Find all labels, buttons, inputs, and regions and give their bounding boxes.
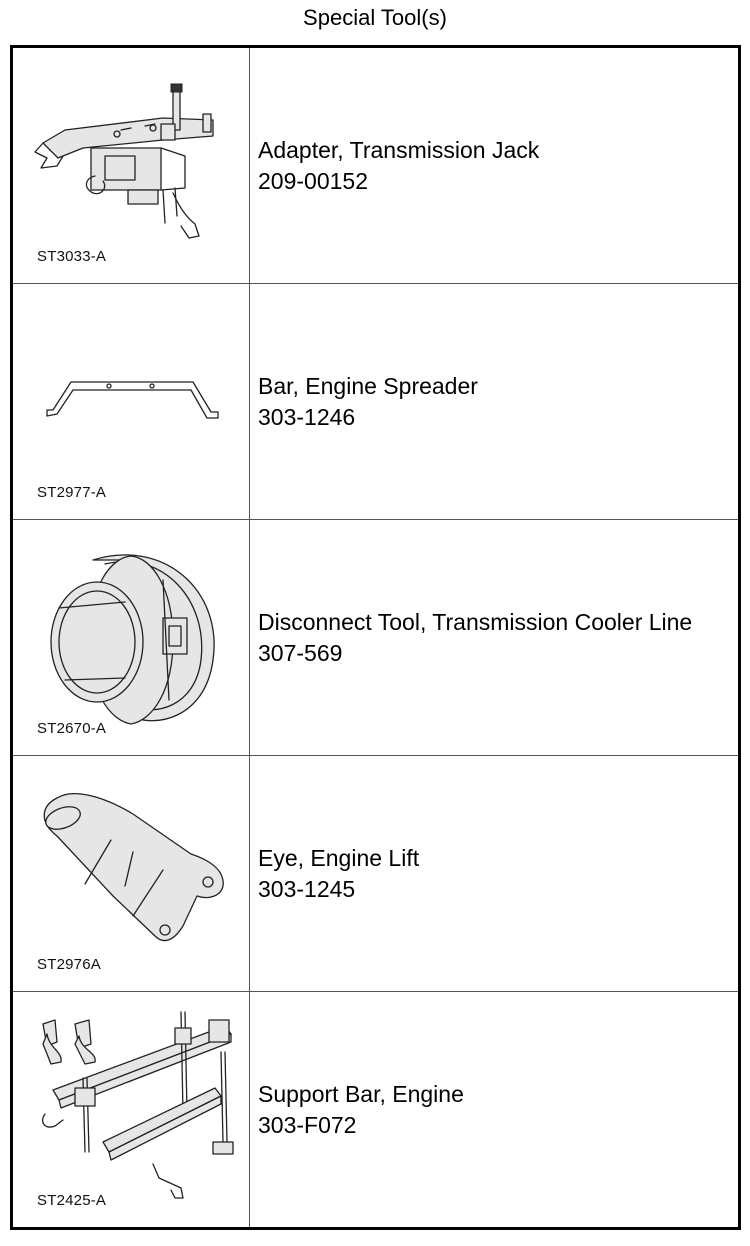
tool-description-cell [250, 756, 740, 992]
tool-illustration-cell [12, 284, 250, 520]
table-row [12, 284, 740, 520]
tool-number: 307-569 [258, 639, 343, 666]
tool-description-cell [250, 992, 740, 1229]
tool-illustration-cell [12, 520, 250, 756]
tool-number: 303-F072 [258, 1111, 357, 1138]
table-row [12, 756, 740, 992]
tool-description-cell [250, 520, 740, 756]
table-row [12, 520, 740, 756]
tool-code-label: ST3033-A [37, 248, 107, 265]
tool-number: 303-1246 [258, 403, 356, 430]
tool-illustration-cell [12, 992, 250, 1229]
tool-code-label: ST2976A [37, 956, 101, 973]
tool-description-cell [250, 47, 740, 284]
tool-name: Eye, Engine Lift [258, 844, 420, 871]
tool-description-cell [250, 284, 740, 520]
tool-illustration-cell [12, 47, 250, 284]
tool-name: Bar, Engine Spreader [258, 372, 478, 399]
special-tools-table [10, 45, 741, 1230]
tool-code-label: ST2425-A [37, 1192, 107, 1209]
tool-name: Disconnect Tool, Transmission Cooler Line [258, 608, 693, 635]
tool-illustration-cell [12, 756, 250, 992]
page-title: Special Tool(s) [303, 5, 447, 30]
tool-code-label: ST2977-A [37, 484, 107, 501]
tool-number: 209-00152 [258, 167, 368, 194]
tool-name: Support Bar, Engine [258, 1080, 464, 1107]
tool-name: Adapter, Transmission Jack [258, 136, 540, 163]
table-row [12, 47, 740, 284]
tool-number: 303-1245 [258, 875, 356, 902]
table-row [12, 992, 740, 1229]
tool-code-label: ST2670-A [37, 720, 107, 737]
